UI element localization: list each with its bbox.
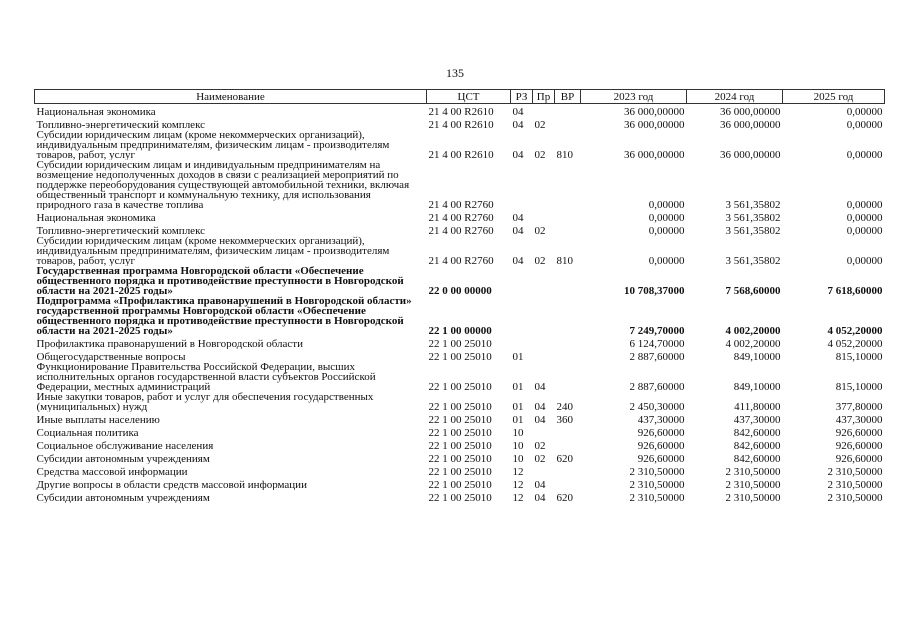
cell-cst: 22 1 00 25010 [428,380,492,392]
cell-2024: 36 000,00000 [720,105,781,117]
cell-2024: 3 561,35802 [725,254,781,266]
cell-2023: 2 310,50000 [629,491,685,503]
cell-name: Другие вопросы в области средств массовой информации [36,478,307,490]
cell-2025: 7 618,60000 [827,284,883,296]
cell-2023: 2 310,50000 [629,478,685,490]
cell-2024: 842,60000 [733,426,781,438]
cell-rz: 04 [512,211,524,223]
cell-cst: 22 1 00 25010 [428,491,492,503]
cell-cst: 22 1 00 25010 [428,465,492,477]
cell-name: Функционирование Правительства Российской Федерации, высших исполнительных органов государственной власти субъектов Российской Федерации, местных администраций [36,361,376,392]
cell-2025: 2 310,50000 [827,491,883,503]
cell-rz: 01 [512,380,524,392]
cell-cst: 21 4 00 R2610 [428,148,494,160]
cell-vr [555,104,581,117]
cell-vr: 240 [556,400,573,412]
cell-rz [511,266,533,296]
table-row [35,336,885,349]
col-header-vr: ВР [555,90,581,104]
cell-name: Государственная программа Новгородской области «Обеспечение общественного порядка и противодействие преступности в Новгородской области на 2021-2025 годы» [36,265,404,296]
cell-rz: 12 [512,478,524,490]
cell-name: Средства массовой информации [36,465,188,477]
cell-2023: 7 249,70000 [629,324,685,336]
cell-vr [555,210,581,223]
cell-pr [533,464,555,477]
cell-2025: 437,30000 [835,413,883,425]
table-row [35,160,885,210]
cell-2025: 815,10000 [835,350,883,362]
col-header-2025: 2025 год [783,90,885,104]
col-header-name: Наименование [35,90,427,104]
cell-name: Субсидии автономным учреждениям [36,452,210,464]
cell-rz: 01 [512,350,524,362]
cell-vr [555,349,581,362]
cell-vr [555,438,581,451]
cell-name: Субсидии юридическим лицам и индивидуальным предпринимателям на возмещение недополученных доходов в связи с реализацией мероприятий по поддержке переоборудования существующей автомобильной техники, включая общественный транспорт и коммунальную технику, для использования природного газа в качестве топлива [36,159,410,210]
table-row [35,104,885,117]
cell-2025: 2 310,50000 [827,465,883,477]
cell-2025: 926,60000 [835,439,883,451]
cell-2025: 4 052,20000 [827,337,883,349]
col-header-pr: Пр [533,90,555,104]
cell-2023: 2 887,60000 [629,350,685,362]
cell-name: Социальная политика [36,426,139,438]
cell-cst: 22 1 00 25010 [428,452,492,464]
table-row [35,451,885,464]
cell-pr [533,336,555,349]
cell-2024: 36 000,00000 [720,118,781,130]
cell-pr: 02 [534,452,546,464]
cell-2023: 926,60000 [637,452,685,464]
table-header-row [35,90,885,104]
cell-2023: 0,00000 [648,224,685,236]
table-row [35,438,885,451]
cell-name: Субсидии автономным учреждениям [36,491,210,503]
cell-rz: 01 [512,413,524,425]
cell-cst: 22 1 00 25010 [428,400,492,412]
table-row [35,362,885,392]
cell-2023: 6 124,70000 [629,337,685,349]
cell-pr: 02 [534,224,546,236]
cell-2023: 926,60000 [637,426,685,438]
cell-vr [555,464,581,477]
cell-2023: 0,00000 [648,198,685,210]
cell-2023: 2 450,30000 [629,400,685,412]
cell-name: Топливно-энергетический комплекс [36,224,206,236]
table-row [35,490,885,503]
cell-rz: 10 [512,439,524,451]
cell-name: Иные выплаты населению [36,413,160,425]
table-row [35,117,885,130]
cell-cst: 21 4 00 R2760 [428,198,494,210]
cell-2024: 36 000,00000 [720,148,781,160]
cell-pr [533,266,555,296]
cell-pr: 02 [534,254,546,266]
cell-name: Социальное обслуживание населения [36,439,214,451]
table-row [35,296,885,336]
cell-cst: 22 0 00 00000 [428,284,492,296]
cell-name: Подпрограмма «Профилактика правонарушений в Новгородской области» государственной программы Новгородской области «Обеспечение общественного порядка и противодействие преступности в Новгородской области на 2021-2025 годы» [36,295,412,336]
col-header-rz: РЗ [511,90,533,104]
cell-rz: 04 [512,118,524,130]
cell-2024: 2 310,50000 [725,478,781,490]
cell-2025: 0,00000 [846,105,883,117]
cell-rz: 04 [512,148,524,160]
cell-2024: 4 002,20000 [725,324,781,336]
cell-vr: 620 [556,452,573,464]
table-row [35,464,885,477]
table-row [35,349,885,362]
cell-2024: 411,80000 [734,400,781,412]
cell-2023: 36 000,00000 [624,118,685,130]
cell-pr: 02 [534,439,546,451]
cell-2025: 0,00000 [846,211,883,223]
cell-2023: 2 887,60000 [629,380,685,392]
cell-2024: 4 002,20000 [725,337,781,349]
col-header-2023: 2023 год [581,90,687,104]
cell-vr: 360 [556,413,573,425]
cell-2025: 815,10000 [835,380,883,392]
table-row [35,392,885,412]
table-row [35,477,885,490]
cell-vr [555,160,581,210]
cell-vr [555,425,581,438]
cell-name: Национальная экономика [36,105,156,117]
cell-2025: 2 310,50000 [827,478,883,490]
table-row [35,223,885,236]
col-header-cst: ЦСТ [427,90,511,104]
cell-pr [533,296,555,336]
cell-cst: 22 1 00 00000 [428,324,492,336]
cell-pr: 02 [534,148,546,160]
cell-rz: 04 [512,224,524,236]
cell-cst: 21 4 00 R2610 [428,118,494,130]
cell-cst: 22 1 00 25010 [428,350,492,362]
cell-2024: 7 568,60000 [725,284,781,296]
col-header-2024: 2024 год [687,90,783,104]
cell-2024: 842,60000 [733,452,781,464]
cell-name: Субсидии юридическим лицам (кроме некоммерческих организаций), индивидуальным предпринимателям, физическим лицам - производителям товаров, работ, услуг [36,235,390,266]
cell-2025: 0,00000 [846,254,883,266]
cell-2024: 2 310,50000 [725,465,781,477]
cell-2025: 926,60000 [835,452,883,464]
cell-2025: 0,00000 [846,148,883,160]
cell-rz: 01 [512,400,524,412]
cell-vr: 620 [556,491,573,503]
cell-2024: 3 561,35802 [725,211,781,223]
cell-2023: 36 000,00000 [624,105,685,117]
cell-pr: 04 [534,380,546,392]
cell-rz: 04 [512,254,524,266]
cell-2023: 2 310,50000 [629,465,685,477]
cell-pr [533,160,555,210]
cell-cst: 22 1 00 25010 [428,413,492,425]
cell-name: Профилактика правонарушений в Новгородской области [36,337,303,349]
cell-2023: 926,60000 [637,439,685,451]
cell-pr [533,104,555,117]
cell-2023: 0,00000 [648,211,685,223]
cell-2025: 4 052,20000 [827,324,883,336]
cell-pr: 04 [534,478,546,490]
cell-2024: 3 561,35802 [725,224,781,236]
table-row [35,266,885,296]
cell-rz [511,296,533,336]
cell-vr: 810 [556,254,573,266]
cell-cst: 22 1 00 25010 [428,426,492,438]
cell-name: Национальная экономика [36,211,156,223]
cell-2024: 849,10000 [733,350,781,362]
cell-cst: 21 4 00 R2760 [428,254,494,266]
cell-pr: 04 [534,413,546,425]
cell-cst: 21 4 00 R2760 [428,224,494,236]
cell-vr [555,296,581,336]
cell-rz: 10 [512,452,524,464]
cell-vr [555,362,581,392]
cell-vr [555,266,581,296]
cell-vr [555,477,581,490]
cell-2025: 0,00000 [846,198,883,210]
page-number: 135 [446,66,464,80]
cell-name: Топливно-энергетический комплекс [36,118,206,130]
cell-pr: 02 [534,118,546,130]
cell-name: Иные закупки товаров, работ и услуг для обеспечения государственных (муниципальных) нужд [36,391,374,412]
table-row [35,412,885,425]
cell-rz: 12 [512,465,524,477]
cell-2023: 36 000,00000 [624,148,685,160]
cell-rz: 04 [512,105,524,117]
cell-vr [555,336,581,349]
budget-table [34,89,885,503]
cell-2025: 377,80000 [835,400,883,412]
cell-2025: 0,00000 [846,224,883,236]
cell-cst: 22 1 00 25010 [428,478,492,490]
cell-2024: 2 310,50000 [725,491,781,503]
cell-pr: 04 [534,400,546,412]
cell-2024: 437,30000 [733,413,781,425]
table-row [35,210,885,223]
cell-rz: 12 [512,491,524,503]
table-body [35,104,885,503]
cell-cst: 21 4 00 R2610 [428,105,494,117]
cell-name: Общегосударственные вопросы [36,350,186,362]
cell-rz: 10 [512,426,524,438]
table-row [35,236,885,266]
cell-name: Субсидии юридическим лицам (кроме некоммерческих организаций), индивидуальным предпринимателям, физическим лицам - производителям товаров, работ, услуг [36,129,390,160]
cell-rz [511,160,533,210]
cell-2024: 849,10000 [733,380,781,392]
cell-pr [533,210,555,223]
cell-2023: 0,00000 [648,254,685,266]
cell-pr [533,349,555,362]
cell-2023: 437,30000 [637,413,685,425]
cell-2024: 3 561,35802 [725,198,781,210]
cell-2023: 10 708,37000 [624,284,685,296]
cell-2024: 842,60000 [733,439,781,451]
cell-vr [555,117,581,130]
table-row [35,130,885,160]
cell-rz [511,336,533,349]
cell-pr [533,425,555,438]
cell-vr [555,223,581,236]
cell-cst: 22 1 00 25010 [428,439,492,451]
cell-cst: 21 4 00 R2760 [428,211,494,223]
table-row [35,425,885,438]
cell-2025: 926,60000 [835,426,883,438]
cell-cst: 22 1 00 25010 [428,337,492,349]
cell-pr: 04 [534,491,546,503]
cell-vr: 810 [556,148,573,160]
cell-2025: 0,00000 [846,118,883,130]
